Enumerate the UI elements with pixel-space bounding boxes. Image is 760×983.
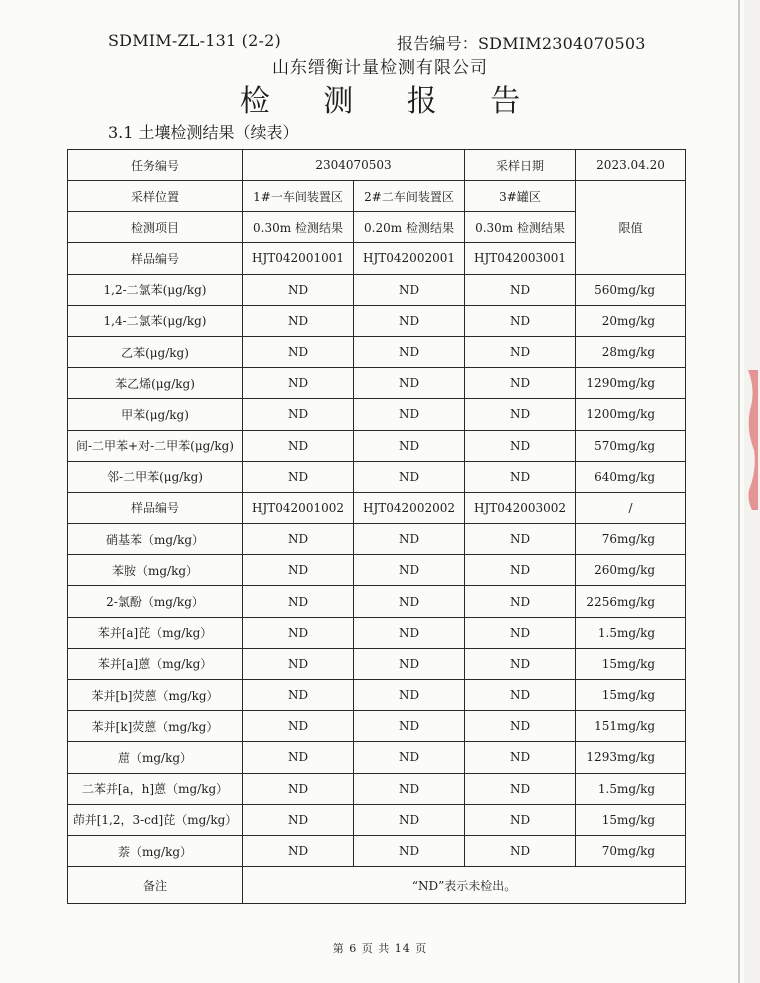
limit-value: 2256mg/kg bbox=[576, 586, 686, 617]
result-location-1: ND bbox=[243, 617, 354, 648]
location-3: 3#罐区 bbox=[465, 181, 576, 212]
sample-id-2: HJT042002001 bbox=[354, 243, 465, 274]
depth-2: 0.20m 检测结果 bbox=[354, 212, 465, 243]
analyte-name: 乙苯(μg/kg) bbox=[68, 336, 243, 367]
result-location-3: ND bbox=[465, 773, 576, 804]
analyte-row bbox=[68, 711, 686, 742]
analyte-name: 邻-二甲苯(μg/kg) bbox=[68, 461, 243, 492]
report-title: 检 测 报 告 bbox=[239, 84, 543, 119]
analyte-name: 甲苯(μg/kg) bbox=[68, 399, 243, 430]
analyte-row bbox=[68, 461, 686, 492]
result-location-3: ND bbox=[465, 680, 576, 711]
result-location-1: ND bbox=[243, 399, 354, 430]
limit-value: 15mg/kg bbox=[576, 680, 686, 711]
location-1: 1#一车间装置区 bbox=[243, 181, 354, 212]
result-location-3: ND bbox=[465, 368, 576, 399]
analyte-row bbox=[68, 399, 686, 430]
analyte-name: 1,2-二氯苯(μg/kg) bbox=[68, 274, 243, 305]
sample-id-3: HJT042003001 bbox=[465, 243, 576, 274]
sample-id-label: 样品编号 bbox=[68, 243, 243, 274]
result-location-3: ND bbox=[465, 274, 576, 305]
result-location-1: ND bbox=[243, 680, 354, 711]
analyte-name: 二苯并[a，h]蒽（mg/kg） bbox=[68, 773, 243, 804]
result-location-1: ND bbox=[243, 773, 354, 804]
result-location-3: ND bbox=[465, 835, 576, 866]
limit-value: 560mg/kg bbox=[576, 274, 686, 305]
result-location-2: ND bbox=[354, 773, 465, 804]
analyte-row bbox=[68, 648, 686, 679]
sample-id-label-2: 样品编号 bbox=[68, 492, 243, 523]
depth-3: 0.30m 检测结果 bbox=[465, 212, 576, 243]
limit-value: 640mg/kg bbox=[576, 461, 686, 492]
result-location-2: ND bbox=[354, 368, 465, 399]
analyte-row bbox=[68, 680, 686, 711]
page-footer: 第 6 页 共 14 页 bbox=[332, 942, 428, 955]
result-location-2: ND bbox=[354, 804, 465, 835]
result-location-1: ND bbox=[243, 461, 354, 492]
limit-value: 1200mg/kg bbox=[576, 399, 686, 430]
limit-value: 1.5mg/kg bbox=[576, 617, 686, 648]
result-location-1: ND bbox=[243, 711, 354, 742]
document-id: SDMIM-ZL-131 (2-2) bbox=[108, 31, 281, 50]
result-location-3: ND bbox=[465, 804, 576, 835]
result-location-3: ND bbox=[465, 617, 576, 648]
limit-value: 15mg/kg bbox=[576, 648, 686, 679]
result-location-1: ND bbox=[243, 305, 354, 336]
sample-id-1: HJT042001001 bbox=[243, 243, 354, 274]
analyte-name: 苯乙烯(μg/kg) bbox=[68, 368, 243, 399]
depth-1: 0.30m 检测结果 bbox=[243, 212, 354, 243]
result-location-3: ND bbox=[465, 586, 576, 617]
location-2: 2#二车间装置区 bbox=[354, 181, 465, 212]
result-location-1: ND bbox=[243, 430, 354, 461]
result-location-1: ND bbox=[243, 804, 354, 835]
result-location-3: ND bbox=[465, 430, 576, 461]
limit-value: 15mg/kg bbox=[576, 804, 686, 835]
limit-header: 限值 bbox=[576, 181, 686, 275]
report-number: 报告编号：SDMIM2304070503 bbox=[397, 34, 646, 53]
analyte-name: 硝基苯（mg/kg） bbox=[68, 524, 243, 555]
result-location-3: ND bbox=[465, 555, 576, 586]
sample-id-row-2 bbox=[68, 492, 686, 523]
analyte-row bbox=[68, 804, 686, 835]
analyte-row bbox=[68, 336, 686, 367]
result-location-3: ND bbox=[465, 305, 576, 336]
limit-slash: / bbox=[576, 492, 686, 523]
result-location-3: ND bbox=[465, 524, 576, 555]
limit-value: 76mg/kg bbox=[576, 524, 686, 555]
result-location-1: ND bbox=[243, 368, 354, 399]
limit-value: 1290mg/kg bbox=[576, 368, 686, 399]
sample-id-2b: HJT042002002 bbox=[354, 492, 465, 523]
analyte-name: 苯并[k]荧蒽（mg/kg） bbox=[68, 711, 243, 742]
limit-value: 28mg/kg bbox=[576, 336, 686, 367]
company-name: 山东缙衡计量检测有限公司 bbox=[272, 58, 488, 78]
analyte-row bbox=[68, 586, 686, 617]
result-location-1: ND bbox=[243, 648, 354, 679]
analyte-row bbox=[68, 524, 686, 555]
result-location-2: ND bbox=[354, 586, 465, 617]
limit-value: 1293mg/kg bbox=[576, 742, 686, 773]
section-title: 3.1 土壤检测结果（续表） bbox=[108, 123, 299, 142]
result-location-3: ND bbox=[465, 711, 576, 742]
analyte-row bbox=[68, 555, 686, 586]
location-label: 采样位置 bbox=[68, 181, 243, 212]
analyte-row bbox=[68, 430, 686, 461]
remark-label: 备注 bbox=[68, 867, 243, 904]
analyte-row bbox=[68, 773, 686, 804]
result-location-1: ND bbox=[243, 835, 354, 866]
limit-value: 20mg/kg bbox=[576, 305, 686, 336]
analyte-row bbox=[68, 274, 686, 305]
result-location-3: ND bbox=[465, 742, 576, 773]
analyte-name: 䓛（mg/kg） bbox=[68, 742, 243, 773]
result-location-1: ND bbox=[243, 555, 354, 586]
result-location-1: ND bbox=[243, 524, 354, 555]
analyte-name: 苯并[a]芘（mg/kg） bbox=[68, 617, 243, 648]
task-label: 任务编号 bbox=[68, 150, 243, 181]
limit-value: 260mg/kg bbox=[576, 555, 686, 586]
sample-id-3b: HJT042003002 bbox=[465, 492, 576, 523]
result-location-2: ND bbox=[354, 430, 465, 461]
result-location-2: ND bbox=[354, 524, 465, 555]
result-location-2: ND bbox=[354, 648, 465, 679]
scan-edge-line bbox=[738, 0, 740, 983]
result-location-2: ND bbox=[354, 711, 465, 742]
result-location-2: ND bbox=[354, 336, 465, 367]
analyte-name: 苯并[b]荧蒽（mg/kg） bbox=[68, 680, 243, 711]
analyte-name: 苯胺（mg/kg） bbox=[68, 555, 243, 586]
limit-value: 570mg/kg bbox=[576, 430, 686, 461]
result-location-2: ND bbox=[354, 461, 465, 492]
result-location-1: ND bbox=[243, 336, 354, 367]
result-location-1: ND bbox=[243, 274, 354, 305]
result-location-2: ND bbox=[354, 274, 465, 305]
result-location-2: ND bbox=[354, 617, 465, 648]
result-location-2: ND bbox=[354, 742, 465, 773]
analyte-name: 2-氯酚（mg/kg） bbox=[68, 586, 243, 617]
analyte-name: 茚并[1,2，3-cd]芘（mg/kg） bbox=[68, 804, 243, 835]
result-location-2: ND bbox=[354, 680, 465, 711]
sample-id-1b: HJT042001002 bbox=[243, 492, 354, 523]
result-location-2: ND bbox=[354, 399, 465, 430]
result-location-3: ND bbox=[465, 648, 576, 679]
sampling-date: 2023.04.20 bbox=[576, 150, 686, 181]
analyte-name: 1,4-二氯苯(μg/kg) bbox=[68, 305, 243, 336]
location-row bbox=[68, 181, 686, 212]
sampling-date-label: 采样日期 bbox=[465, 150, 576, 181]
seal-stamp-fragment bbox=[744, 370, 758, 510]
task-number: 2304070503 bbox=[243, 150, 465, 181]
result-location-3: ND bbox=[465, 461, 576, 492]
result-location-2: ND bbox=[354, 555, 465, 586]
result-location-2: ND bbox=[354, 305, 465, 336]
analyte-name: 苯并[a]蒽（mg/kg） bbox=[68, 648, 243, 679]
result-location-3: ND bbox=[465, 399, 576, 430]
item-label: 检测项目 bbox=[68, 212, 243, 243]
analyte-name: 萘（mg/kg） bbox=[68, 835, 243, 866]
analyte-name: 间-二甲苯+对-二甲苯(μg/kg) bbox=[68, 430, 243, 461]
results-table bbox=[67, 149, 686, 904]
remark-row bbox=[68, 867, 686, 904]
task-row bbox=[68, 150, 686, 181]
analyte-row bbox=[68, 368, 686, 399]
limit-value: 151mg/kg bbox=[576, 711, 686, 742]
analyte-row bbox=[68, 742, 686, 773]
limit-value: 70mg/kg bbox=[576, 835, 686, 866]
result-location-2: ND bbox=[354, 835, 465, 866]
remark-text: “ND”表示未检出。 bbox=[243, 867, 686, 904]
result-location-1: ND bbox=[243, 742, 354, 773]
result-location-1: ND bbox=[243, 586, 354, 617]
analyte-row bbox=[68, 835, 686, 866]
result-location-3: ND bbox=[465, 336, 576, 367]
limit-value: 1.5mg/kg bbox=[576, 773, 686, 804]
analyte-row bbox=[68, 617, 686, 648]
analyte-row bbox=[68, 305, 686, 336]
